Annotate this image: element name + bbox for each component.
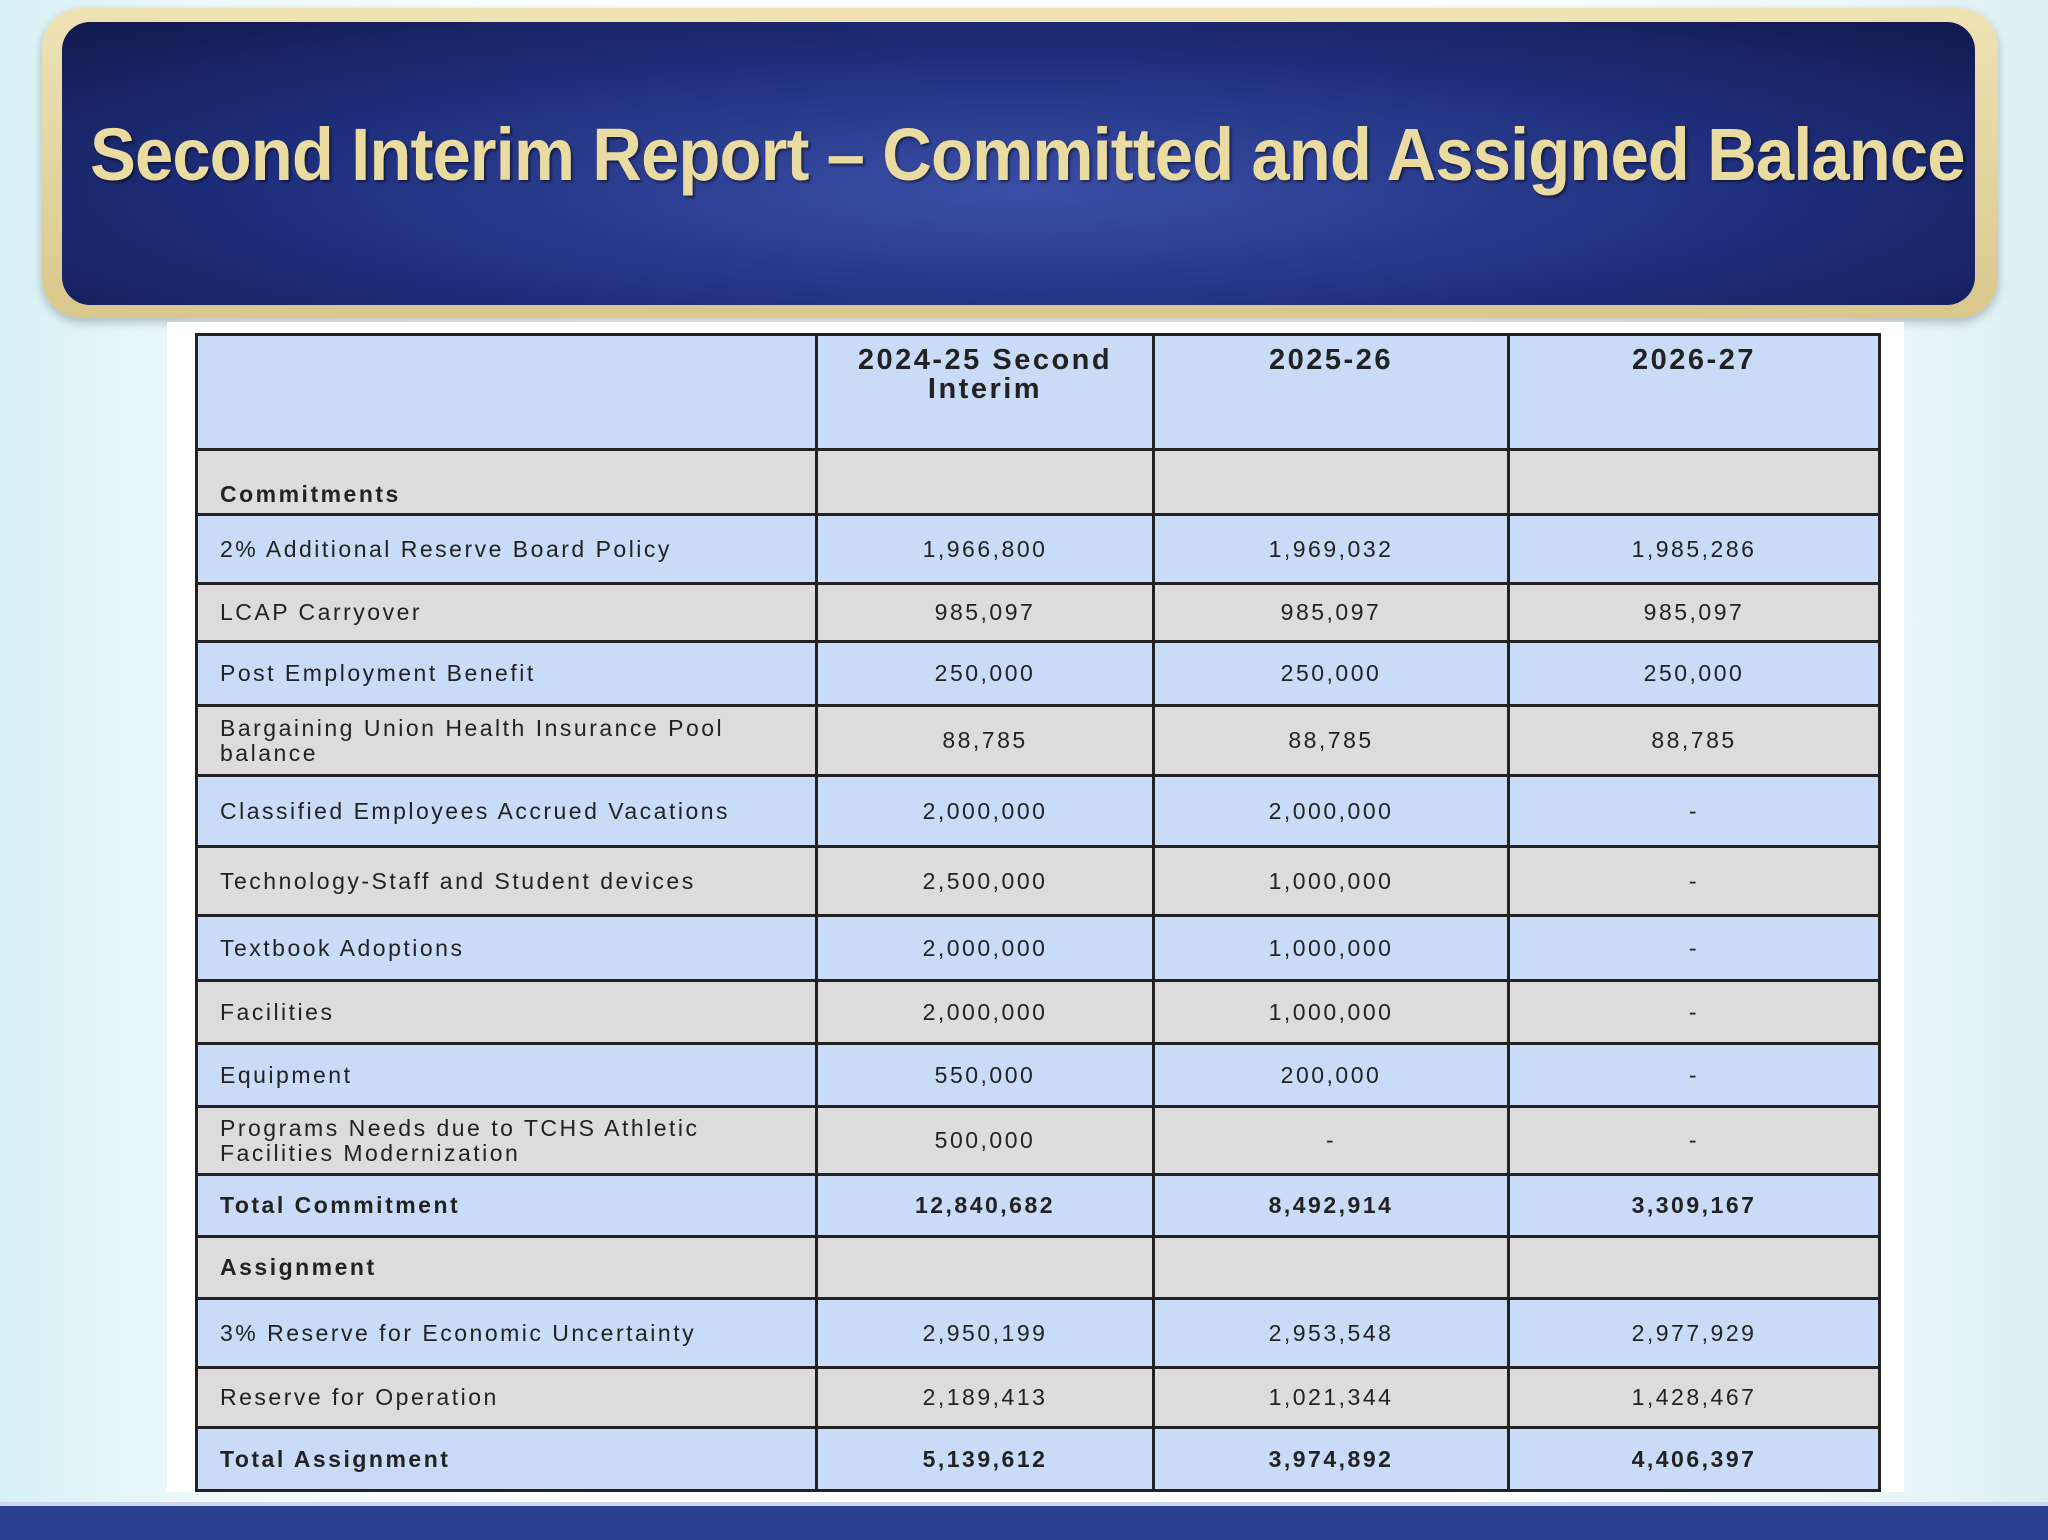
row-label: LCAP Carryover [197,584,817,642]
value-cell: 500,000 [817,1107,1154,1175]
table-row [197,584,1880,642]
value-cell: - [1509,847,1880,916]
value-cell: 2,953,548 [1154,1299,1509,1368]
value-cell: - [1509,776,1880,847]
value-cell: 1,000,000 [1154,916,1509,981]
value-cell [1509,450,1880,515]
value-cell: 2,977,929 [1509,1299,1880,1368]
row-label: 3% Reserve for Economic Uncertainty [197,1299,817,1368]
value-cell: 5,139,612 [817,1428,1154,1491]
header-2024-25: 2024-25 Second Interim [817,335,1154,450]
value-cell: - [1509,1044,1880,1107]
value-cell: 1,428,467 [1509,1368,1880,1428]
row-label: Classified Employees Accrued Vacations [197,776,817,847]
page-title: Second Interim Report – Committed and Assigned Balance [90,113,1965,196]
balance-table [195,333,1881,1492]
row-label: Assignment [197,1237,817,1299]
value-cell: 4,406,397 [1509,1428,1880,1491]
row-label: Post Employment Benefit [197,642,817,706]
table-row [197,1044,1880,1107]
value-cell: 2,950,199 [817,1299,1154,1368]
table-row [197,706,1880,776]
table-row [197,515,1880,584]
row-label: 2% Additional Reserve Board Policy [197,515,817,584]
table-row [197,1299,1880,1368]
value-cell: 3,974,892 [1154,1428,1509,1491]
value-cell: 1,985,286 [1509,515,1880,584]
value-cell: 8,492,914 [1154,1175,1509,1237]
value-cell: 250,000 [1154,642,1509,706]
value-cell: 1,021,344 [1154,1368,1509,1428]
value-cell: 985,097 [817,584,1154,642]
value-cell: 88,785 [1154,706,1509,776]
row-label: Equipment [197,1044,817,1107]
table-row [197,450,1880,515]
value-cell [1154,450,1509,515]
table-row [197,776,1880,847]
value-cell [1509,1237,1880,1299]
row-label: Reserve for Operation [197,1368,817,1428]
value-cell: 1,000,000 [1154,847,1509,916]
header-2026-27: 2026-27 [1509,335,1880,450]
value-cell: 1,969,032 [1154,515,1509,584]
value-cell: 1,966,800 [817,515,1154,584]
row-label: Commitments [197,450,817,515]
row-label: Facilities [197,981,817,1044]
value-cell: 1,000,000 [1154,981,1509,1044]
value-cell: 2,000,000 [817,981,1154,1044]
table-row [197,1428,1880,1491]
value-cell: 12,840,682 [817,1175,1154,1237]
value-cell: 2,000,000 [817,916,1154,981]
table-row [197,847,1880,916]
table-header-row [197,335,1880,450]
table-row [197,1107,1880,1175]
value-cell: 985,097 [1509,584,1880,642]
value-cell [817,1237,1154,1299]
row-label: Programs Needs due to TCHS Athletic Facilities Modernization [197,1107,817,1175]
value-cell: 250,000 [817,642,1154,706]
value-cell: 2,500,000 [817,847,1154,916]
value-cell: - [1154,1107,1509,1175]
value-cell: 985,097 [1154,584,1509,642]
value-cell: 2,000,000 [817,776,1154,847]
value-cell [817,450,1154,515]
table-row [197,642,1880,706]
row-label: Total Commitment [197,1175,817,1237]
value-cell: 250,000 [1509,642,1880,706]
table-row [197,1175,1880,1237]
value-cell: - [1509,1107,1880,1175]
table-row [197,981,1880,1044]
value-cell: 88,785 [817,706,1154,776]
footer-bar [0,1502,2048,1540]
value-cell: - [1509,916,1880,981]
value-cell: 88,785 [1509,706,1880,776]
value-cell: 200,000 [1154,1044,1509,1107]
value-cell: 2,000,000 [1154,776,1509,847]
header-2025-26: 2025-26 [1154,335,1509,450]
value-cell: 3,309,167 [1509,1175,1880,1237]
value-cell: 2,189,413 [817,1368,1154,1428]
value-cell: - [1509,981,1880,1044]
row-label: Textbook Adoptions [197,916,817,981]
value-cell [1154,1237,1509,1299]
header-label [197,335,817,450]
value-cell: 550,000 [817,1044,1154,1107]
table-row [197,1237,1880,1299]
row-label: Total Assignment [197,1428,817,1491]
table-row [197,916,1880,981]
row-label: Bargaining Union Health Insurance Pool balance [197,706,817,776]
table-row [197,1368,1880,1428]
row-label: Technology-Staff and Student devices [197,847,817,916]
